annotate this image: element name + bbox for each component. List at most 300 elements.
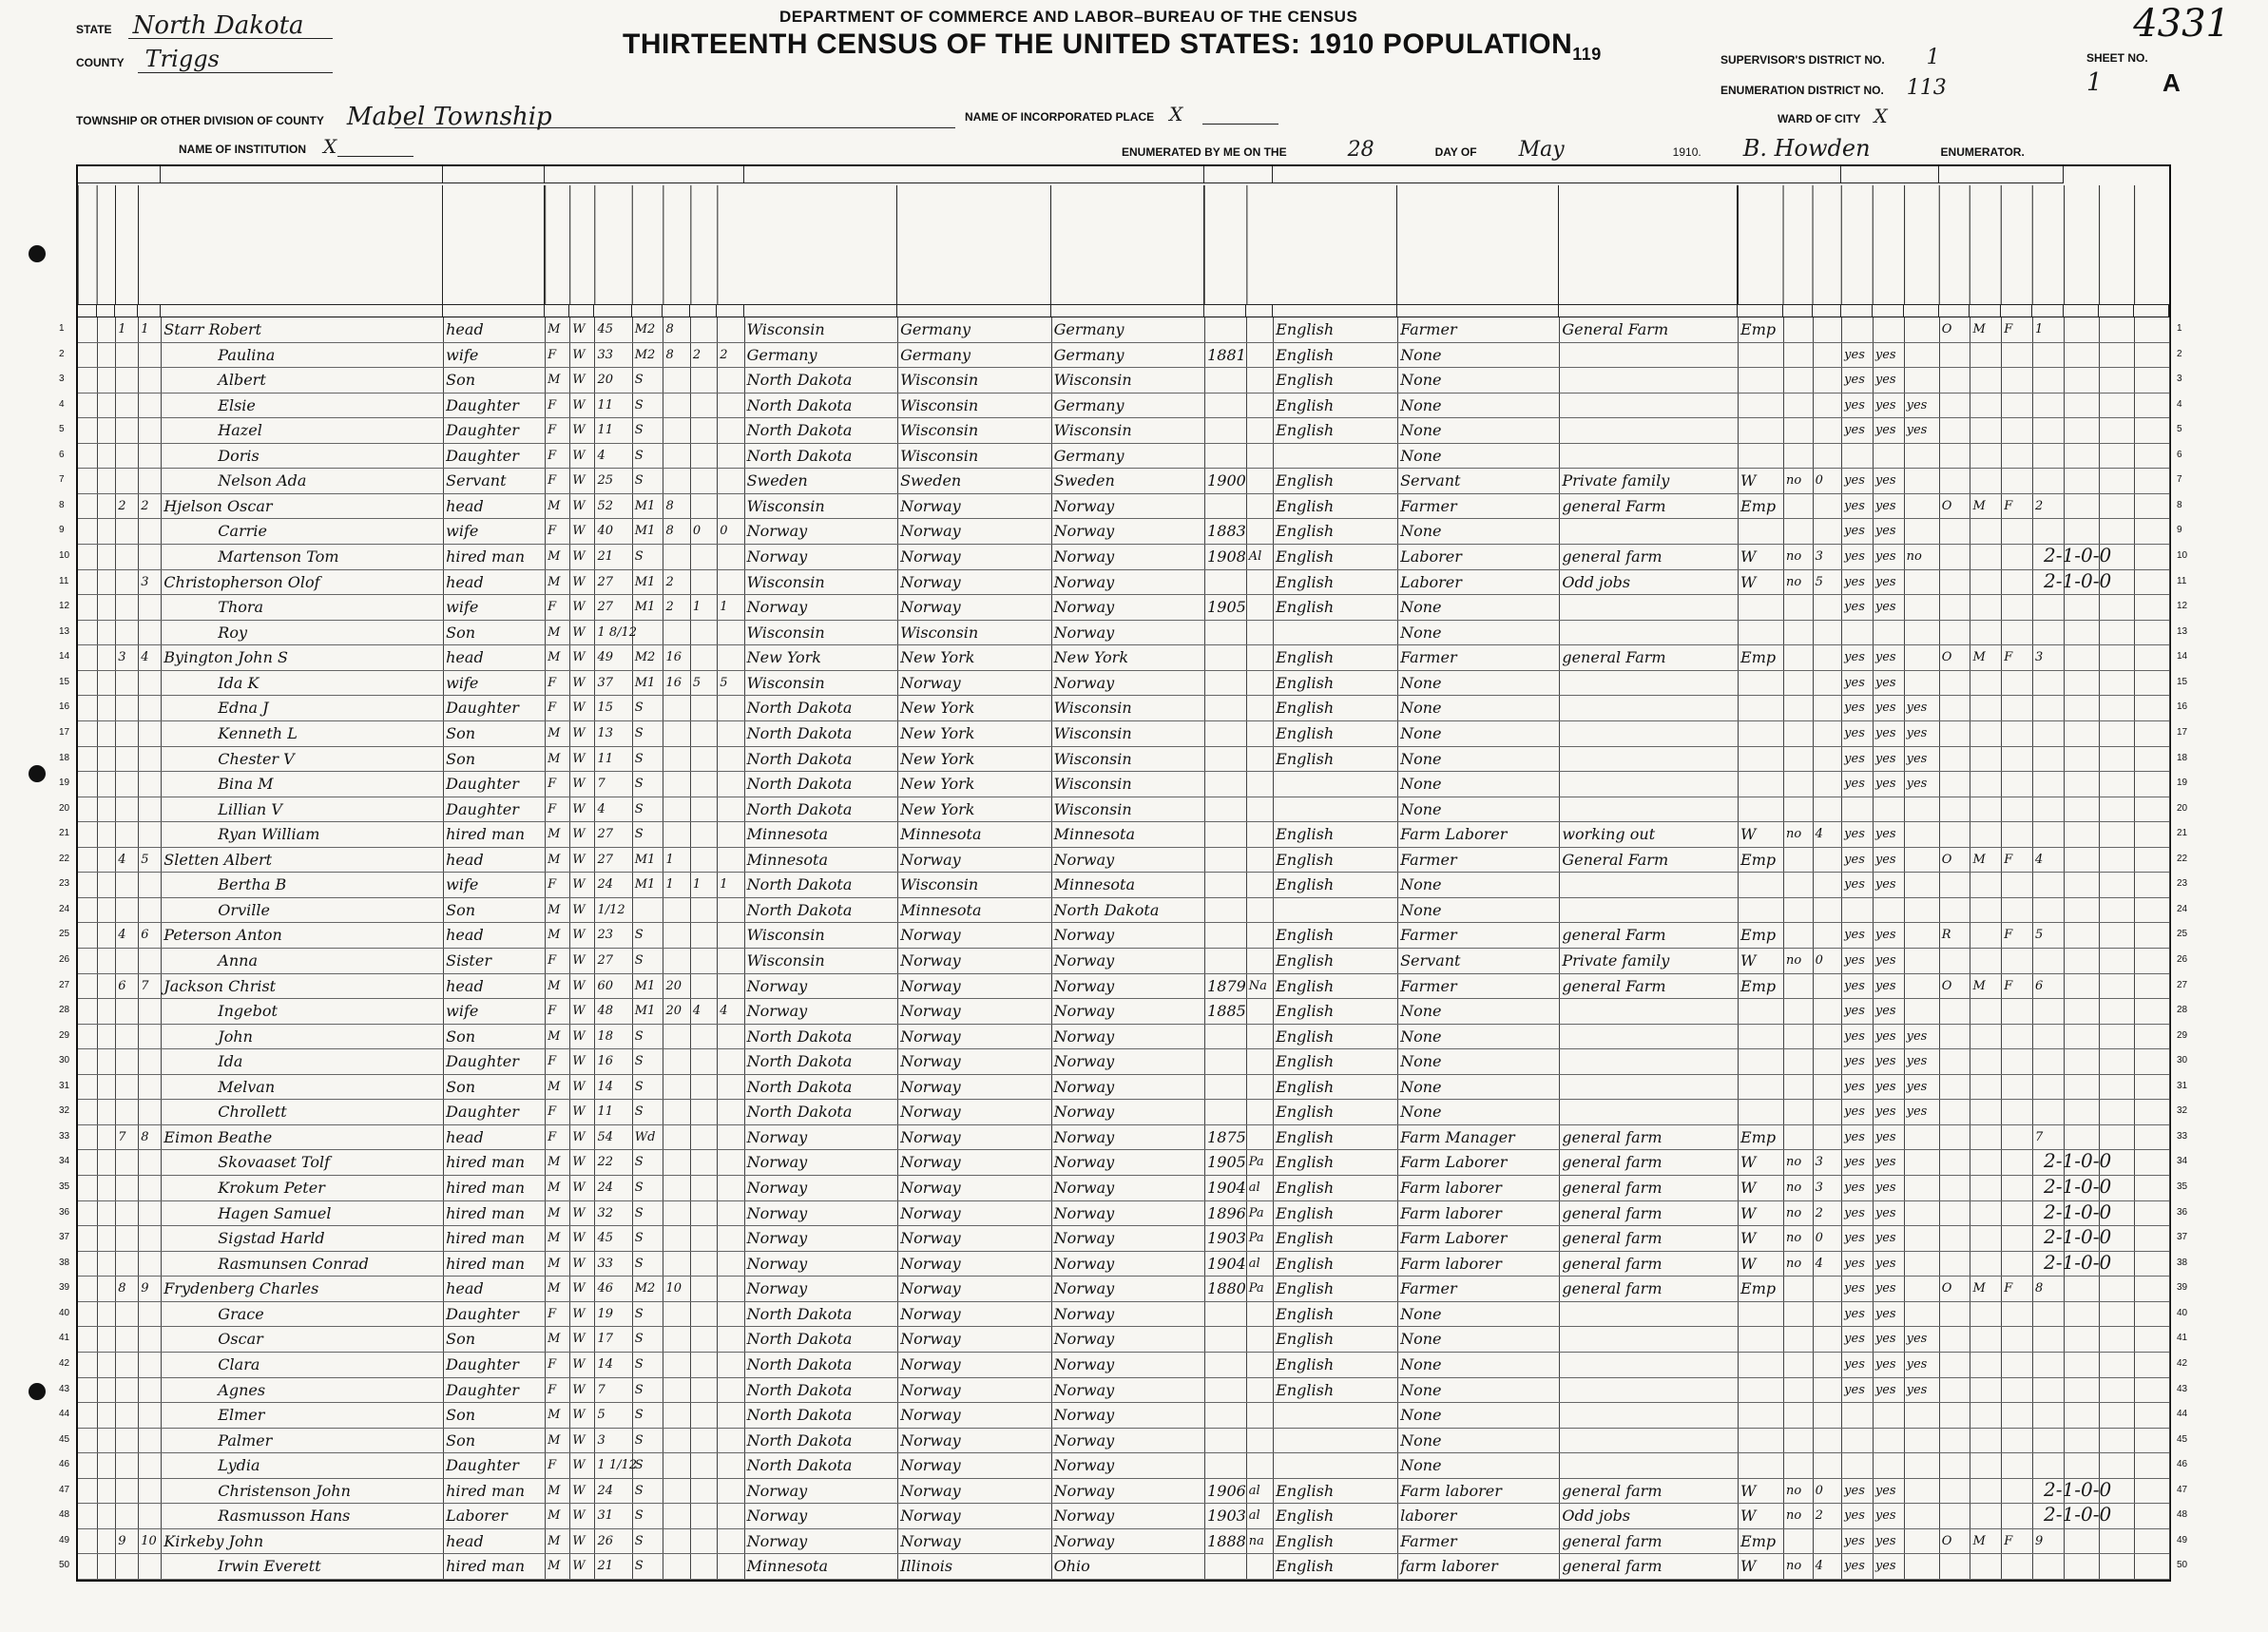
table-cell: North Dakota [746,1077,853,1096]
table-cell [1246,949,1273,974]
table-cell [97,772,116,797]
table-cell: Carrie [218,522,267,541]
table-cell [2001,469,2032,494]
table-cell [690,822,717,848]
column-header [717,185,743,304]
table-cell: O [1941,322,1952,336]
table-cell [1939,343,1970,369]
table-cell [2134,418,2169,444]
table-cell [690,317,717,343]
column-header [594,185,631,304]
table-cell [2134,1429,2169,1454]
table-cell [1970,923,2001,949]
table-cell: yes [1844,953,1865,968]
table-cell [1783,747,1813,773]
column-header [632,185,663,304]
line-number: 46 [2177,1459,2188,1470]
table-cell: S [634,1483,644,1498]
line-number: 23 [59,878,70,890]
table-cell: Farm Laborer [1400,1153,1508,1172]
line-number: 40 [59,1307,70,1318]
table-cell [1970,671,2001,697]
table-cell [1783,1403,1813,1429]
table-cell [717,974,743,1000]
line-number: 20 [2177,802,2188,814]
table-cell [663,621,689,646]
table-row [78,368,2169,394]
table-cell: Norway [746,1002,808,1021]
table-cell: 23 [597,928,613,943]
table-cell: 0 [1815,1483,1823,1498]
table-cell [1813,1302,1842,1328]
table-cell: F [2004,978,2013,993]
line-number: 41 [59,1333,70,1344]
line-number: 4 [59,398,65,410]
table-cell [1246,898,1273,924]
table-cell [97,519,116,545]
table-cell: W [572,322,586,336]
table-cell [690,1125,717,1151]
table-cell: Norway [1053,1229,1115,1248]
table-cell: 1896 [1207,1203,1246,1222]
table-cell: English [1276,1153,1335,1172]
table-cell: Farm Laborer [1400,825,1508,844]
table-cell [115,1327,138,1353]
table-cell [1204,822,1246,848]
table-cell [1738,999,1783,1025]
table-cell: Norway [900,673,961,692]
table-cell [1738,1429,1783,1454]
table-cell [2134,1201,2169,1227]
table-cell [2001,595,2032,621]
table-cell [115,1403,138,1429]
table-cell: Germany [1053,446,1124,465]
table-cell: English [1276,1103,1335,1122]
column-number [1783,304,1813,317]
line-number: 15 [2177,676,2188,687]
table-cell: Norway [900,1179,961,1198]
table-cell: Kirkeby John [163,1531,264,1550]
table-cell: English [1276,926,1335,945]
table-cell: al [1248,1508,1260,1524]
table-cell [78,848,97,874]
column-header [2134,185,2169,304]
table-cell [717,1025,743,1050]
table-cell [2099,747,2134,773]
table-cell [2032,797,2064,823]
table-cell [2099,1125,2134,1151]
table-cell [1559,772,1738,797]
margin-note: 2-1-0-0 [2044,1200,2112,1223]
table-cell: Farm laborer [1400,1203,1502,1222]
table-cell [115,444,138,470]
table-cell [2099,1353,2134,1378]
table-cell [2001,418,2032,444]
margin-note: 2-1-0-0 [2044,1503,2112,1526]
line-number: 6 [2177,449,2182,460]
table-cell: farm laborer [1400,1557,1498,1576]
table-cell [1559,696,1738,721]
table-cell: 24 [597,1483,613,1498]
table-cell: no [1786,1256,1802,1271]
table-cell: W [572,524,586,539]
table-cell [2032,519,2064,545]
table-row [78,1176,2169,1201]
line-number: 34 [2177,1156,2188,1167]
table-cell [2064,1075,2099,1101]
table-cell [663,1025,689,1050]
table-cell [1970,873,2001,898]
table-cell [1559,1378,1738,1404]
table-cell [1246,570,1273,596]
table-cell: M2 [634,347,656,362]
table-cell [1559,519,1738,545]
table-cell: 37 [597,675,613,690]
table-cell: general Farm [1562,976,1666,995]
table-cell [1559,747,1738,773]
table-cell [97,1226,116,1252]
table-cell [2001,519,2032,545]
table-cell: 21 [597,549,613,565]
table-cell: general farm [1562,1531,1663,1550]
table-cell [1939,898,1970,924]
table-cell [138,1453,161,1479]
table-cell: F [2004,928,2013,943]
column-number [161,304,443,317]
table-cell: North Dakota [746,723,853,742]
table-cell [138,898,161,924]
table-cell: hired man [446,547,526,566]
table-cell [2064,772,2099,797]
table-cell [115,1049,138,1075]
table-cell [78,1504,97,1529]
table-cell [2099,822,2134,848]
line-number: 47 [59,1484,70,1495]
table-cell [2001,1479,2032,1505]
table-cell [2001,1353,2032,1378]
table-row [78,1479,2169,1505]
table-cell: 4 [118,852,126,867]
table-cell: Minnesota [900,825,982,844]
table-cell: English [1276,1127,1335,1146]
table-cell [663,1075,689,1101]
table-cell: Minnesota [746,825,828,844]
column-header [1783,185,1813,304]
table-cell: Skovaaset Tolf [218,1153,330,1172]
table-cell: Daughter [446,1380,519,1399]
table-cell [663,1125,689,1151]
table-cell [717,797,743,823]
table-cell [1939,418,1970,444]
table-cell: yes [1844,473,1865,489]
table-cell: Son [446,623,476,642]
table-cell: Norway [746,1254,808,1273]
table-cell: Sweden [900,471,962,490]
table-cell: yes [1874,1054,1896,1069]
table-cell: M [548,852,561,867]
table-cell [2134,822,2169,848]
table-cell [690,1529,717,1555]
table-cell: Son [446,749,476,768]
table-cell: Norway [1053,673,1115,692]
table-cell [717,469,743,494]
table-cell [1904,519,1939,545]
table-cell [2001,1201,2032,1227]
table-cell [690,974,717,1000]
table-cell [1559,1100,1738,1125]
table-cell: 7 [597,777,605,792]
table-cell [97,873,116,898]
table-cell: Wisconsin [1053,723,1132,742]
table-cell: New York [1053,648,1129,667]
table-cell [1783,721,1813,747]
table-cell [1904,1176,1939,1201]
title-line-2 [623,29,1602,65]
table-cell [1783,974,1813,1000]
table-cell [97,721,116,747]
table-cell: W [572,1533,586,1548]
table-cell [690,772,717,797]
table-cell [78,1226,97,1252]
table-cell [78,1150,97,1176]
table-cell [717,696,743,721]
table-cell: yes [1874,1129,1896,1144]
table-row [78,747,2169,773]
table-cell [138,519,161,545]
table-cell: North Dakota [746,875,853,894]
table-cell: W [572,1256,586,1271]
table-cell: 7 [141,978,149,993]
table-cell [2134,873,2169,898]
table-cell [1970,797,2001,823]
line-number: 24 [2177,903,2188,914]
table-cell: English [1276,1354,1335,1373]
table-cell: S [634,725,644,740]
table-cell: W [572,1306,586,1321]
table-cell: W [1740,825,1757,844]
table-cell: English [1276,1002,1335,1021]
table-cell [2001,1327,2032,1353]
table-cell [1904,671,1939,697]
table-cell: Servant [1400,471,1461,490]
table-cell [1783,898,1813,924]
table-cell [78,898,97,924]
table-cell: F [2004,1281,2013,1296]
table-cell: Norway [900,1027,961,1046]
table-cell [1783,317,1813,343]
table-cell [1783,797,1813,823]
table-cell [1904,1529,1939,1555]
table-cell: Farm Laborer [1400,1229,1508,1248]
table-cell [663,772,689,797]
table-cell [2099,721,2134,747]
table-cell: hired man [446,1229,526,1248]
table-cell: Norway [900,951,961,970]
table-cell [2001,343,2032,369]
table-cell [1204,1353,1246,1378]
table-cell [1939,570,1970,596]
table-cell [2001,1554,2032,1580]
table-cell [1904,1277,1939,1302]
column-header [1873,185,1904,304]
table-cell [717,1554,743,1580]
line-number: 29 [2177,1029,2188,1041]
table-cell [1783,418,1813,444]
table-cell: Norway [900,522,961,541]
table-cell [2064,645,2099,671]
table-cell [1738,873,1783,898]
table-cell: Sweden [746,471,808,490]
table-cell: North Dakota [746,1304,853,1323]
table-cell: M [548,1332,561,1347]
table-cell [2099,1075,2134,1101]
table-cell [717,822,743,848]
table-cell: W [1740,471,1757,490]
table-cell: W [572,448,586,463]
table-cell [1904,1252,1939,1277]
table-cell [97,1100,116,1125]
table-cell [1873,797,1904,823]
table-cell: Germany [1053,395,1124,414]
table-cell [1246,444,1273,470]
table-cell: New York [900,723,975,742]
table-cell [97,494,116,520]
table-cell [1738,1100,1783,1125]
table-cell [115,469,138,494]
table-cell: 19 [597,1306,613,1321]
line-number: 48 [2177,1509,2188,1521]
table-cell [97,1277,116,1302]
table-cell: English [1276,371,1335,390]
table-cell: Clara [218,1354,260,1373]
table-cell [2001,1453,2032,1479]
table-cell [2099,1025,2134,1050]
table-cell [1738,595,1783,621]
table-cell [1738,519,1783,545]
table-cell: 1904 [1207,1254,1246,1273]
table-cell [690,797,717,823]
table-cell: Hagen Samuel [218,1203,332,1222]
table-cell: Elmer [218,1406,265,1425]
table-cell [2001,1302,2032,1328]
column-number [1273,304,1397,317]
table-cell: wife [446,673,479,692]
table-cell: yes [1874,1306,1896,1321]
table-cell [97,1125,116,1151]
table-cell: F [548,1054,557,1069]
margin-note: 2-1-0-0 [2044,1149,2112,1173]
table-cell [717,898,743,924]
table-cell: Norway [1053,926,1115,945]
table-cell: Emp [1740,850,1777,869]
table-cell: Daughter [446,446,519,465]
table-cell [663,1252,689,1277]
table-cell: W [572,725,586,740]
table-cell [717,621,743,646]
table-cell [2032,1049,2064,1075]
table-cell [78,1125,97,1151]
table-cell: O [1941,650,1952,665]
table-row [78,671,2169,697]
table-cell: New York [900,775,975,794]
table-cell [1783,621,1813,646]
margin-note: 2-1-0-0 [2044,544,2112,567]
table-cell [690,1302,717,1328]
line-number: 50 [59,1560,70,1571]
table-cell [1904,1302,1939,1328]
table-cell [690,469,717,494]
table-cell: None [1400,723,1442,742]
table-cell [2134,1378,2169,1404]
table-cell [1204,923,1246,949]
table-cell [1204,848,1246,874]
line-number: 14 [2177,651,2188,662]
table-cell: S [634,751,644,766]
table-cell: Norway [900,1354,961,1373]
table-cell: Germany [1053,345,1124,364]
table-cell [717,1453,743,1479]
table-cell: English [1276,598,1335,617]
table-cell: English [1276,850,1335,869]
table-cell: English [1276,1507,1335,1526]
table-cell [1939,368,1970,394]
table-cell: None [1400,1002,1442,1021]
table-cell [1939,1075,1970,1101]
table-cell: M [1972,852,1986,867]
table-cell [1873,1429,1904,1454]
table-cell [1904,645,1939,671]
table-cell [1970,444,2001,470]
table-cell [663,1327,689,1353]
line-number: 7 [2177,474,2182,486]
table-cell [78,1075,97,1101]
table-cell [1813,721,1842,747]
table-cell [2134,570,2169,596]
table-cell: 1885 [1207,1002,1246,1021]
table-cell: Norway [900,1153,961,1172]
table-cell [2134,1453,2169,1479]
table-cell [78,1529,97,1555]
table-cell [2099,1277,2134,1302]
table-cell [1738,721,1783,747]
table-cell [1246,1100,1273,1125]
table-cell [138,621,161,646]
line-number: 14 [59,651,70,662]
table-cell [2001,696,2032,721]
table-cell: no [1786,827,1802,842]
table-cell [1939,721,1970,747]
table-cell: 11 [597,751,613,766]
table-cell: Wd [634,1129,656,1144]
table-cell [2134,317,2169,343]
table-cell [115,1252,138,1277]
table-cell [2032,721,2064,747]
table-cell [97,974,116,1000]
table-cell: W [572,751,586,766]
column-number [594,304,631,317]
table-cell [690,494,717,520]
table-cell: 1900 [1207,471,1246,490]
table-cell [663,747,689,773]
table-cell [1904,1226,1939,1252]
table-cell: yes [1844,701,1865,716]
table-cell: 21 [597,1559,613,1574]
table-cell [97,1403,116,1429]
table-cell: W [572,498,586,513]
table-cell: Odd jobs [1562,572,1631,591]
table-cell: S [634,1458,644,1473]
table-cell: North Dakota [746,900,853,919]
